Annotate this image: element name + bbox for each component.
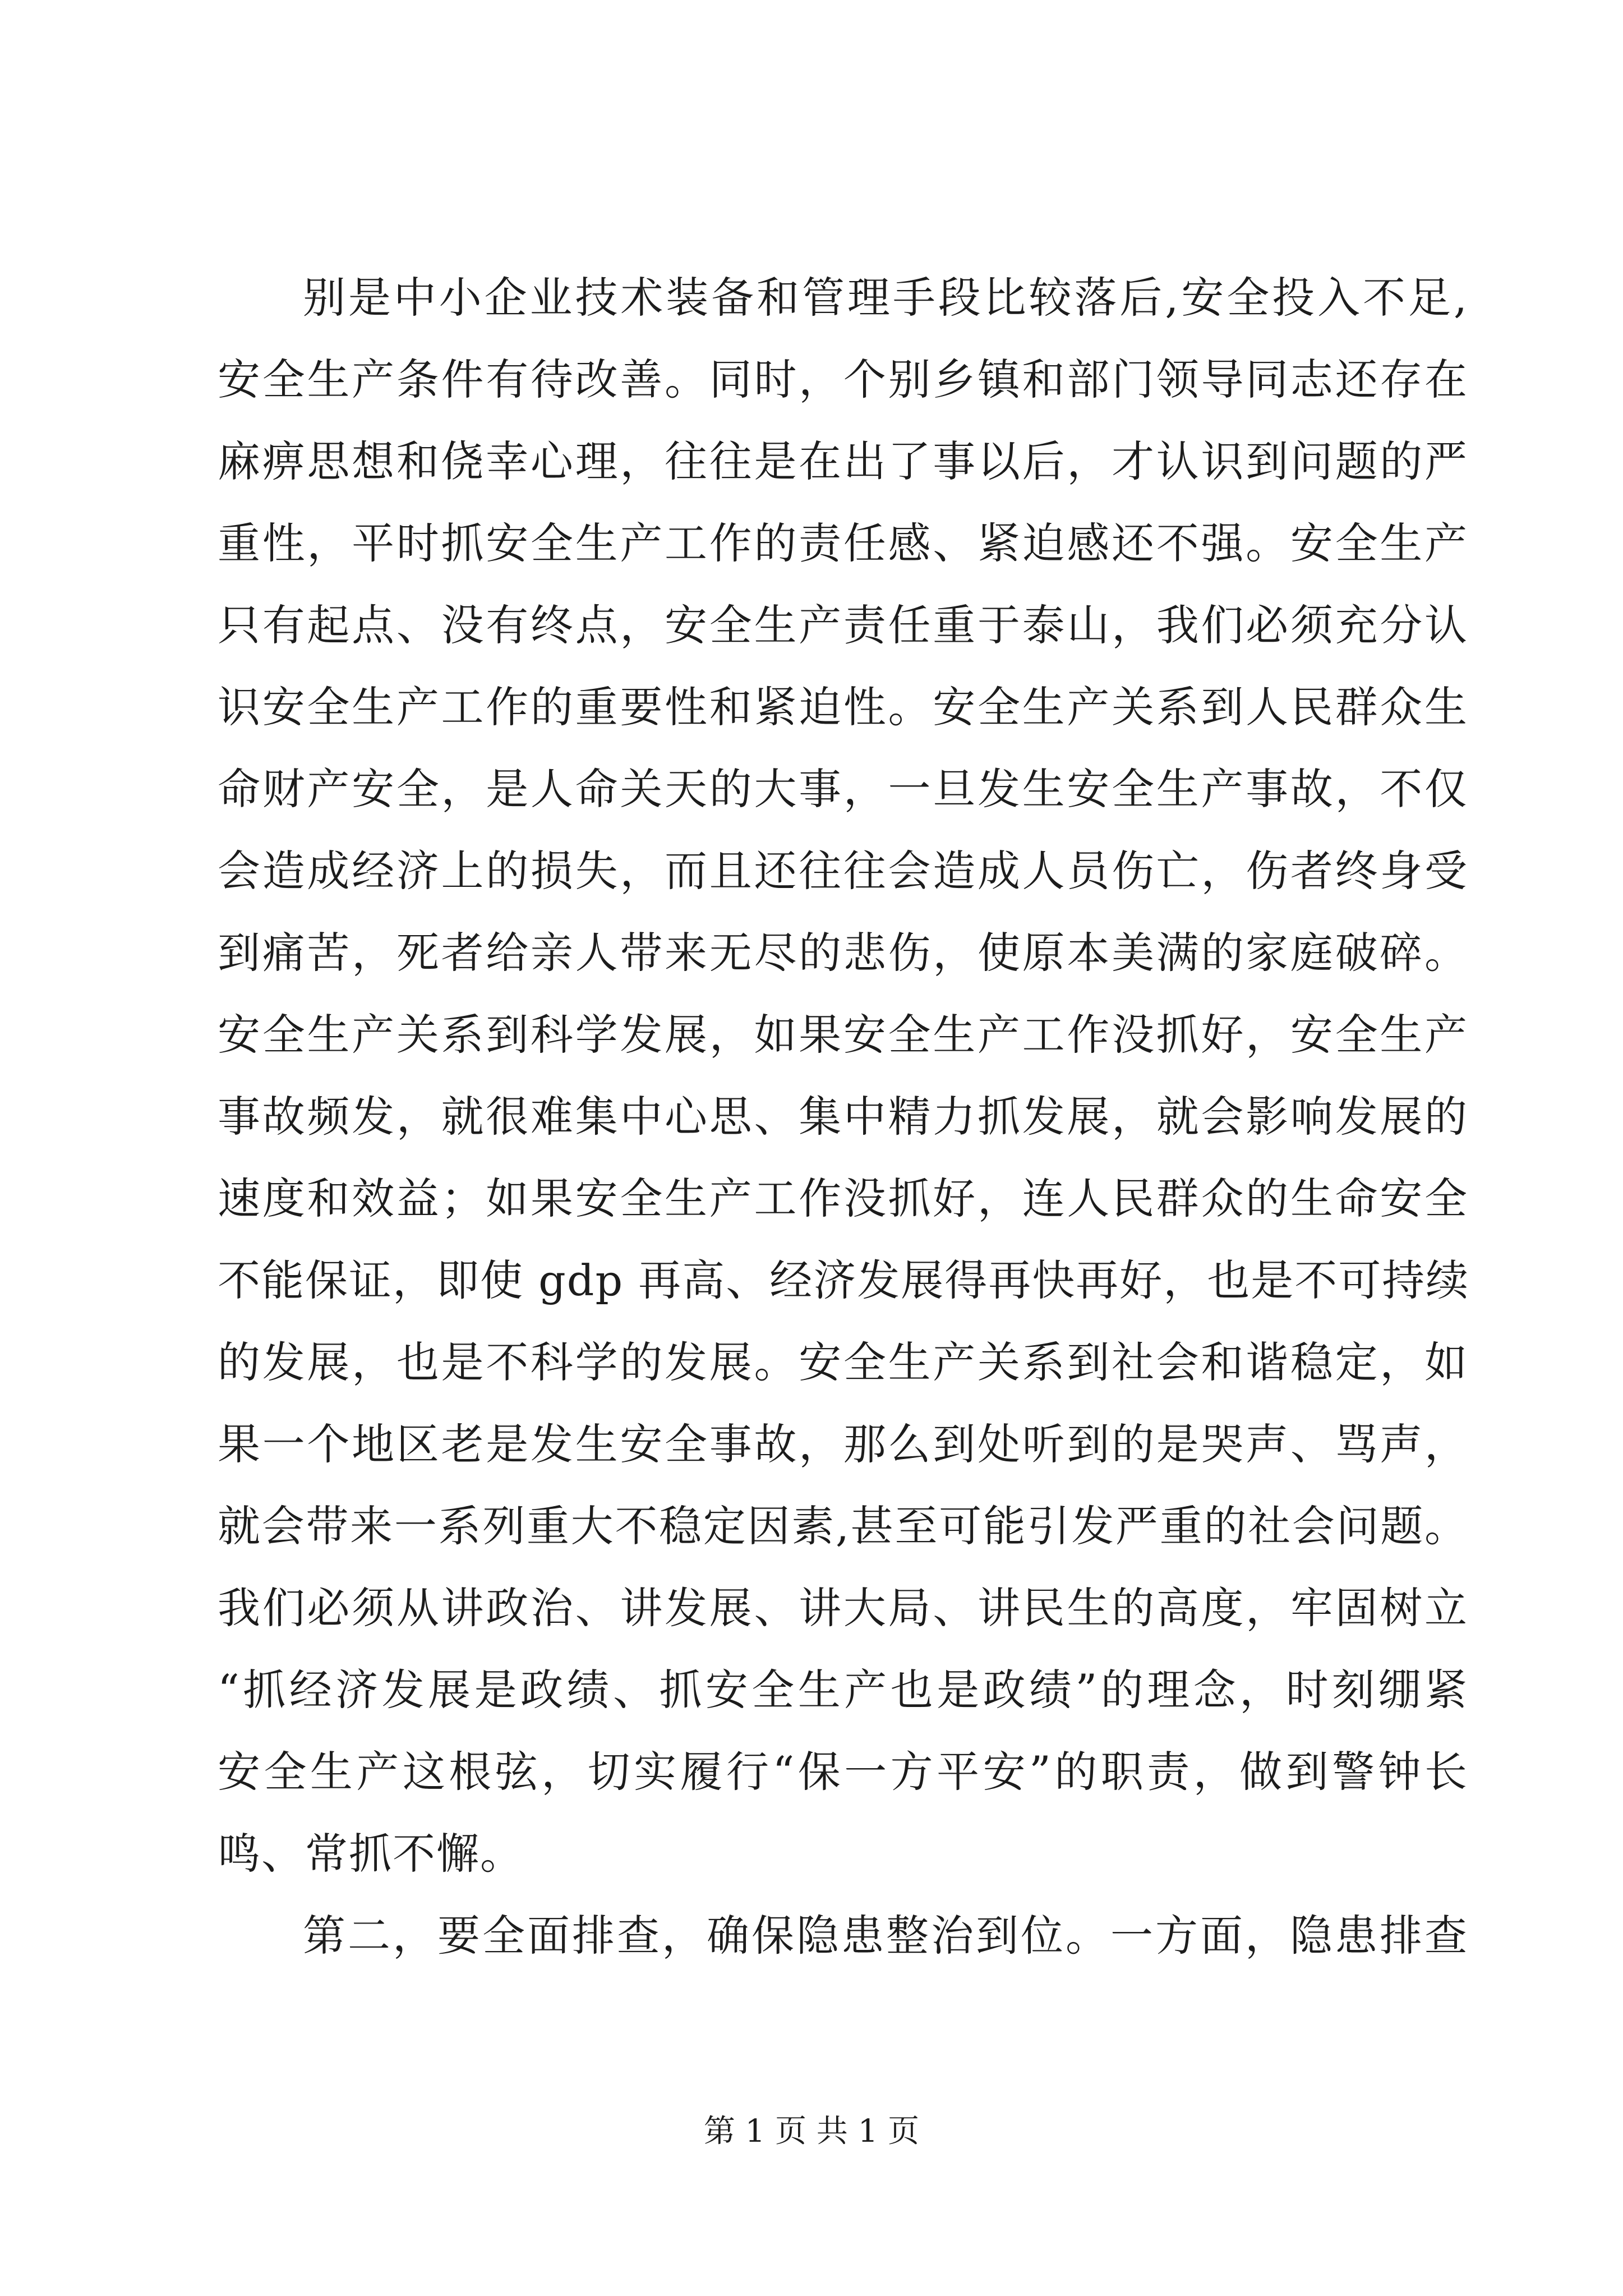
text-line: 鸣、常抓不懈。 (218, 1829, 524, 1879)
text-line: 果一个地区老是发生安全事故，那么到处听到的是哭声、骂声， (218, 1419, 1468, 1469)
page-footer: 第 1 页 共 1 页 (703, 2113, 920, 2150)
text-line: 会造成经济上的损失，而且还往往会造成人员伤亡，伤者终身受 (218, 846, 1468, 896)
text-line: 只有起点、没有终点，安全生产责任重于泰山，我们必须充分认 (218, 600, 1468, 650)
text-line: 就会带来一系列重大不稳定因素,甚至可能引发严重的社会问题。 (218, 1501, 1468, 1551)
body-text (218, 257, 1468, 1977)
text-line: 速度和效益；如果安全生产工作没抓好，连人民群众的生命安全 (218, 1174, 1468, 1223)
text-line: 不能保证，即使 gdp 再高、经济发展得再快再好，也是不可持续 (218, 1255, 1470, 1305)
text-line: 的发展，也是不科学的发展。安全生产关系到社会和谐稳定，如 (218, 1337, 1468, 1387)
text-line: 命财产安全，是人命关天的大事，一旦发生安全生产事故，不仅 (218, 764, 1468, 814)
text-line: 麻痹思想和侥幸心理，往往是在出了事以后，才认识到问题的严 (218, 436, 1468, 486)
text-line: 安全生产条件有待改善。同时，个别乡镇和部门领导同志还存在 (218, 355, 1468, 404)
text-line: 安全生产这根弦，切实履行“保一方平安”的职责，做到警钟长 (218, 1747, 1468, 1797)
text-line: 到痛苦，死者给亲人带来无尽的悲伤，使原本美满的家庭破碎。 (218, 928, 1468, 978)
text-line: 别是中小企业技术装备和管理手段比较落后,安全投入不足, (303, 273, 1468, 323)
text-line: 第二，要全面排查，确保隐患整治到位。一方面，隐患排查 (303, 1911, 1468, 1961)
text-line: “抓经济发展是政绩、抓安全生产也是政绩”的理念，时刻绷紧 (218, 1665, 1468, 1715)
text-line: 我们必须从讲政治、讲发展、讲大局、讲民生的高度，牢固树立 (218, 1583, 1468, 1633)
text-line: 识安全生产工作的重要性和紧迫性。安全生产关系到人民群众生 (218, 682, 1468, 732)
text-line: 重性，平时抓安全生产工作的责任感、紧迫感还不强。安全生产 (218, 518, 1468, 568)
text-line: 安全生产关系到科学发展，如果安全生产工作没抓好，安全生产 (218, 1010, 1468, 1060)
text-line: 事故频发，就很难集中心思、集中精力抓发展，就会影响发展的 (218, 1092, 1468, 1142)
